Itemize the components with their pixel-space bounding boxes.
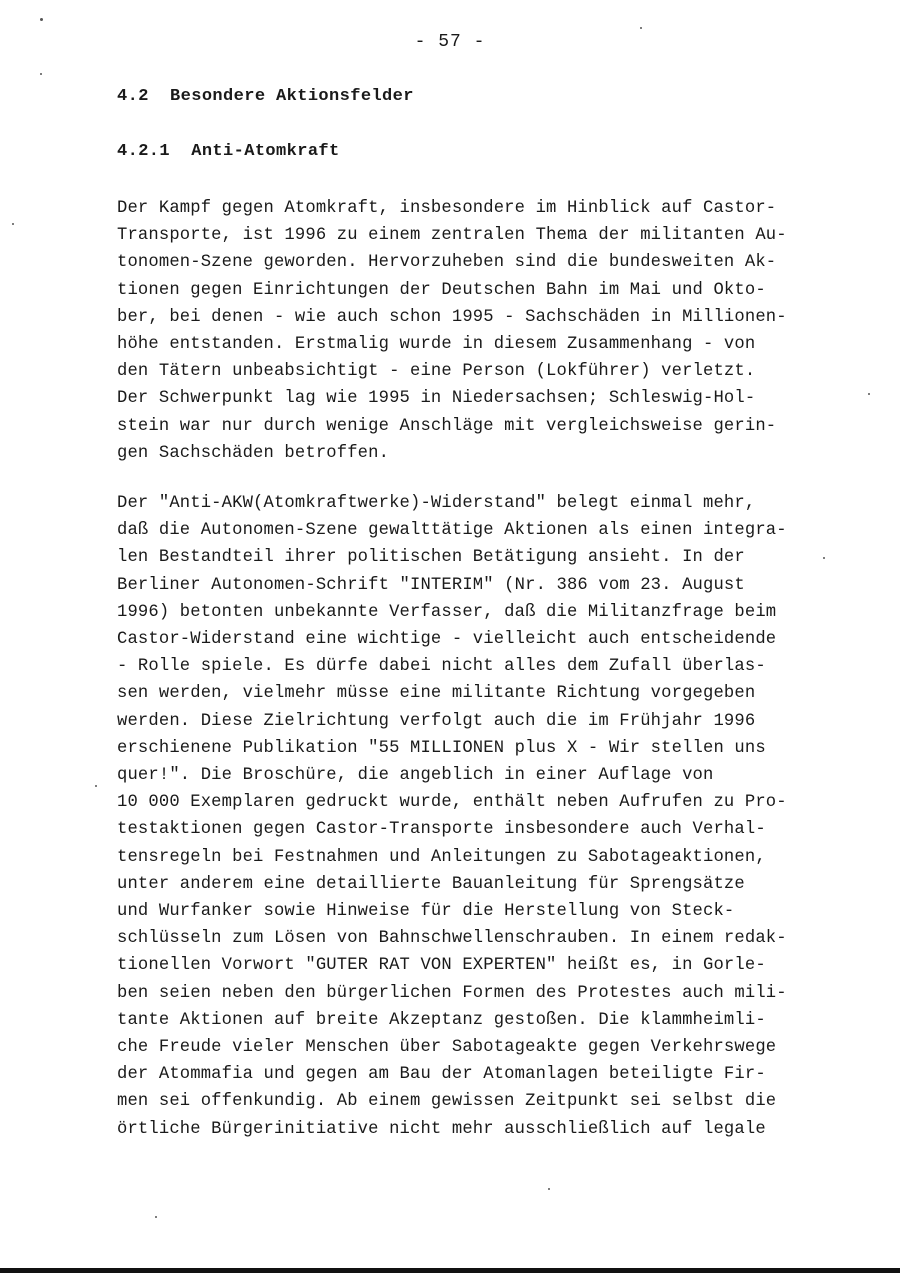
subsection-heading: 4.2.1 Anti-Atomkraft: [117, 142, 340, 161]
text-line: sen werden, vielmehr müsse eine militante Richtung vorgegeben: [117, 684, 756, 704]
text-line: men sei offenkundig. Ab einem gewissen Zeitpunkt sei selbst die: [117, 1092, 777, 1112]
text-line: - Rolle spiele. Es dürfe dabei nicht alles dem Zufall überlas-: [117, 657, 766, 677]
text-line: ben seien neben den bürgerlichen Formen des Protestes auch mili-: [117, 983, 787, 1003]
paragraph-anti-akw-widerstand: [117, 490, 847, 1143]
text-line: ber, bei denen - wie auch schon 1995 - Sachschäden in Millionen-: [117, 307, 787, 327]
text-line: höhe entstanden. Erstmalig wurde in diesem Zusammenhang - von: [117, 335, 756, 355]
text-line: testaktionen gegen Castor-Transporte insbesondere auch Verhal-: [117, 820, 766, 840]
text-line: Der Schwerpunkt lag wie 1995 in Niedersachsen; Schleswig-Hol-: [117, 389, 756, 409]
text-line: tensregeln bei Festnahmen und Anleitungen zu Sabotageaktionen,: [117, 847, 766, 867]
text-line: che Freude vieler Menschen über Sabotageakte gegen Verkehrswege: [117, 1038, 777, 1058]
text-line: daß die Autonomen-Szene gewalttätige Aktionen als einen integra-: [117, 521, 787, 541]
text-line: Der "Anti-AKW(Atomkraftwerke)-Widerstand" belegt einmal mehr,: [117, 494, 756, 513]
text-line: tante Aktionen auf breite Akzeptanz gestoßen. Die klammheimli-: [117, 1010, 766, 1030]
text-line: gen Sachschäden betroffen.: [117, 443, 390, 463]
text-line: der Atommafia und gegen am Bau der Atomanlagen beteiligte Fir-: [117, 1065, 766, 1085]
text-line: und Wurfanker sowie Hinweise für die Herstellung von Steck-: [117, 902, 735, 922]
scan-speck: [40, 73, 42, 75]
text-line: tionellen Vorwort "GUTER RAT VON EXPERTEN" heißt es, in Gorle-: [117, 956, 766, 976]
text-line: unter anderem eine detaillierte Bauanleitung für Sprengsätze: [117, 874, 745, 894]
text-line: Der Kampf gegen Atomkraft, insbesondere im Hinblick auf Castor-: [117, 199, 777, 218]
text-line: örtliche Bürgerinitiative nicht mehr ausschließlich auf legale: [117, 1119, 766, 1139]
scan-speck: [12, 223, 14, 225]
text-line: Transporte, ist 1996 zu einem zentralen Thema der militanten Au-: [117, 226, 787, 246]
scan-speck: [40, 18, 43, 21]
scan-speck: [640, 27, 642, 29]
text-line: 1996) betonten unbekannte Verfasser, daß die Militanzfrage beim: [117, 602, 777, 622]
scan-speck: [548, 1188, 550, 1190]
scan-speck: [95, 785, 97, 787]
text-line: erschienene Publikation "55 MILLIONEN plus X - Wir stellen uns: [117, 738, 766, 758]
text-line: 10 000 Exemplaren gedruckt wurde, enthält neben Aufrufen zu Pro-: [117, 793, 787, 813]
section-heading: 4.2 Besondere Aktionsfelder: [117, 87, 414, 106]
text-line: schlüsseln zum Lösen von Bahnschwellenschrauben. In einem redak-: [117, 929, 787, 949]
text-line: len Bestandteil ihrer politischen Betätigung ansieht. In der: [117, 548, 745, 568]
text-line: Castor-Widerstand eine wichtige - vielleicht auch entscheidende: [117, 630, 777, 650]
text-line: werden. Diese Zielrichtung verfolgt auch die im Frühjahr 1996: [117, 711, 756, 731]
text-line: stein war nur durch wenige Anschläge mit vergleichsweise gerin-: [117, 416, 777, 436]
text-line: quer!". Die Broschüre, die angeblich in einer Auflage von: [117, 766, 714, 786]
paragraph-anti-atomkraft-intro: [117, 195, 847, 467]
text-line: Berliner Autonomen-Schrift "INTERIM" (Nr. 386 vom 23. August: [117, 575, 745, 595]
text-line: tonomen-Szene geworden. Hervorzuheben sind die bundesweiten Ak-: [117, 253, 777, 273]
scan-speck: [155, 1216, 157, 1218]
page-bottom-edge: [0, 1268, 900, 1273]
scan-speck: [823, 557, 825, 559]
page-number: - 57 -: [414, 32, 486, 52]
text-line: tionen gegen Einrichtungen der Deutschen Bahn im Mai und Okto-: [117, 280, 766, 300]
scan-speck: [868, 393, 870, 395]
text-line: den Tätern unbeabsichtigt - eine Person (Lokführer) verletzt.: [117, 362, 756, 382]
